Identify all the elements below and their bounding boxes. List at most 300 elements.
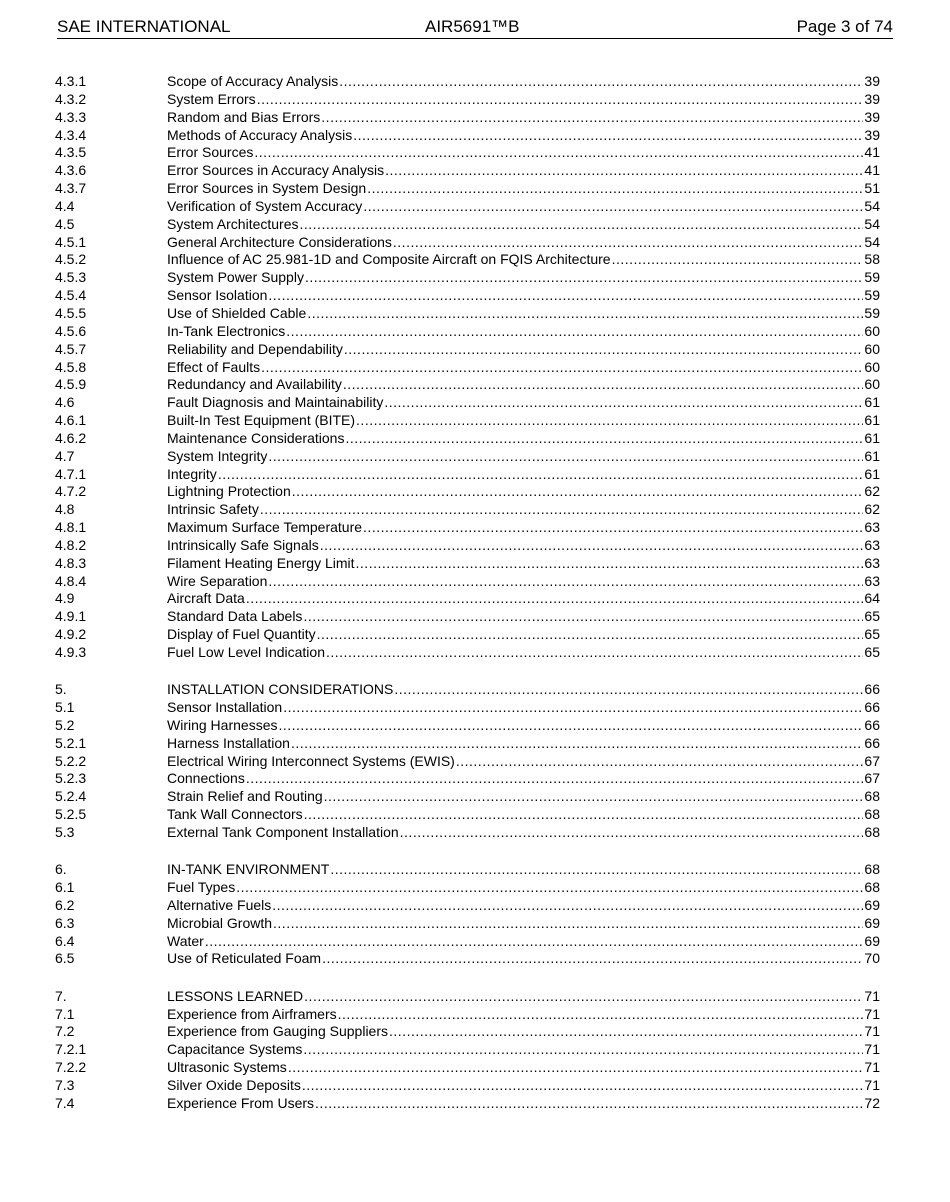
toc-page-number: 39	[864, 126, 880, 143]
toc-title: External Tank Component Installation	[167, 823, 399, 840]
toc-dot-leader	[272, 897, 863, 913]
toc-entry	[167, 483, 880, 499]
toc-dot-leader	[367, 180, 863, 196]
toc-page-number: 63	[864, 572, 880, 589]
toc-dot-leader	[246, 770, 864, 786]
toc-row[interactable]	[0, 304, 950, 322]
toc-title: IN-TANK ENVIRONMENT	[167, 861, 330, 878]
toc-row[interactable]	[0, 949, 950, 967]
toc-row[interactable]	[0, 1022, 950, 1040]
toc-number: 4.3.6	[55, 162, 87, 179]
toc-page-number: 71	[864, 1059, 880, 1076]
toc-row[interactable]	[0, 536, 950, 554]
toc-number: 4.9	[55, 590, 75, 607]
toc-title: Influence of AC 25.981-1D and Composite Aircraft on FQIS Architecture	[167, 251, 611, 268]
toc-title: Intrinsically Safe Signals	[167, 536, 319, 553]
toc-entry	[167, 537, 880, 553]
toc-page-number: 59	[864, 269, 880, 286]
toc-row[interactable]	[0, 72, 950, 90]
toc-row[interactable]	[0, 896, 950, 914]
toc-title: Methods of Accuracy Analysis	[167, 126, 353, 143]
toc-row[interactable]	[0, 197, 950, 215]
toc-entry	[167, 590, 880, 606]
toc-number: 5.2.1	[55, 734, 87, 751]
toc-entry	[167, 234, 880, 250]
toc-title: Use of Reticulated Foam	[167, 950, 322, 967]
toc-row[interactable]	[0, 411, 950, 429]
toc-title: Effect of Faults	[167, 358, 261, 375]
toc-row[interactable]	[0, 322, 950, 340]
toc-entry	[167, 988, 880, 1004]
toc-page-number: 39	[864, 108, 880, 125]
toc-number: 6.1	[55, 879, 75, 896]
toc-number: 5.1	[55, 699, 75, 716]
toc-title: Silver Oxide Deposits	[167, 1076, 301, 1093]
toc-row[interactable]	[0, 625, 950, 643]
toc-row[interactable]	[0, 393, 950, 411]
toc-row[interactable]	[0, 375, 950, 393]
toc-entry	[167, 824, 880, 840]
toc-entry	[167, 180, 880, 196]
toc-page-number: 54	[864, 233, 880, 250]
toc-row[interactable]	[0, 429, 950, 447]
page-header	[57, 17, 893, 39]
toc-entry	[167, 1041, 880, 1057]
toc-entry	[167, 644, 880, 660]
toc-number: 4.8	[55, 501, 75, 518]
toc-number: 6.	[55, 861, 67, 878]
toc-page-number: 41	[864, 162, 880, 179]
toc-entry	[167, 1023, 880, 1039]
toc-title: Capacitance Systems	[167, 1041, 303, 1058]
toc-row[interactable]	[0, 554, 950, 572]
toc-row[interactable]	[0, 932, 950, 950]
toc-dot-leader	[338, 1006, 864, 1022]
toc-dot-leader	[268, 448, 863, 464]
toc-dot-leader	[356, 555, 864, 571]
toc-entry	[167, 251, 880, 267]
toc-dot-leader	[320, 537, 864, 553]
toc-entry	[167, 269, 880, 285]
toc-number: 7.3	[55, 1076, 75, 1093]
toc-dot-leader	[456, 753, 864, 769]
toc-title: Ultrasonic Systems	[167, 1059, 287, 1076]
toc-page-number: 54	[864, 215, 880, 232]
toc-row[interactable]	[0, 286, 950, 304]
toc-number: 4.5.7	[55, 340, 87, 357]
toc-dot-leader	[343, 376, 864, 392]
toc-page-number: 69	[864, 896, 880, 913]
toc-title: Intrinsic Safety	[167, 501, 259, 518]
toc-title: Standard Data Labels	[167, 608, 303, 625]
toc-dot-leader	[268, 287, 863, 303]
toc-dot-leader	[305, 269, 863, 285]
toc-number: 4.3.5	[55, 144, 87, 161]
toc-page-number: 65	[864, 608, 880, 625]
toc-number: 4.8.1	[55, 519, 87, 536]
toc-entry	[167, 501, 880, 517]
toc-entry	[167, 573, 880, 589]
toc-title: Experience from Gauging Suppliers	[167, 1023, 389, 1040]
toc-entry	[167, 555, 880, 571]
toc-dot-leader	[321, 109, 863, 125]
toc-title: Random and Bias Errors	[167, 108, 321, 125]
toc-page-number: 63	[864, 554, 880, 571]
toc-row[interactable]	[0, 1005, 950, 1023]
toc-page-number: 60	[864, 322, 880, 339]
toc-number: 4.5.3	[55, 269, 87, 286]
toc-page-number: 51	[864, 180, 880, 197]
toc-number: 4.5	[55, 215, 75, 232]
toc-row[interactable]	[0, 643, 950, 661]
toc-entry	[167, 950, 880, 966]
toc-page-number: 68	[864, 788, 880, 805]
toc-number: 4.8.3	[55, 554, 87, 571]
toc-row[interactable]	[0, 90, 950, 108]
toc-entry	[167, 1077, 880, 1093]
toc-row[interactable]	[0, 698, 950, 716]
toc-row[interactable]	[0, 1076, 950, 1094]
toc-title: Fuel Low Level Indication	[167, 644, 325, 660]
toc-page-number: 66	[864, 681, 880, 698]
toc-entry	[167, 394, 880, 410]
toc-number: 4.7.2	[55, 483, 87, 500]
toc-number: 4.3.7	[55, 180, 87, 197]
toc-number: 4.9.2	[55, 626, 87, 643]
toc-dot-leader	[291, 735, 863, 751]
toc-title: Sensor Installation	[167, 699, 283, 716]
toc-entry	[167, 681, 880, 697]
toc-title: Maximum Surface Temperature	[167, 519, 363, 536]
toc-number: 5.3	[55, 823, 75, 840]
toc-dot-leader	[389, 1023, 863, 1039]
toc-number: 4.4	[55, 197, 75, 214]
toc-title: Strain Relief and Routing	[167, 788, 323, 805]
toc-dot-leader	[400, 824, 864, 840]
toc-title: Experience from Airframers	[167, 1005, 337, 1022]
toc-row[interactable]	[0, 878, 950, 896]
toc-number: 4.5.8	[55, 358, 87, 375]
toc-dot-leader	[303, 1041, 863, 1057]
toc-number: 4.6	[55, 394, 75, 411]
toc-page-number: 62	[864, 483, 880, 500]
toc-page-number: 68	[864, 806, 880, 823]
toc-dot-leader	[345, 430, 863, 446]
toc-title: Aircraft Data	[167, 590, 245, 607]
toc-row[interactable]	[0, 268, 950, 286]
toc-entry	[167, 216, 880, 232]
toc-title: INSTALLATION CONSIDERATIONS	[167, 681, 394, 698]
toc-number: 7.1	[55, 1005, 75, 1022]
toc-dot-leader	[393, 234, 864, 250]
toc-row[interactable]	[0, 716, 950, 734]
toc-page-number: 64	[864, 590, 880, 607]
toc-row[interactable]	[0, 734, 950, 752]
toc-number: 4.3.3	[55, 108, 87, 125]
toc-title: Scope of Accuracy Analysis	[167, 73, 339, 89]
toc-number: 6.3	[55, 914, 75, 931]
toc-page-number: 59	[864, 304, 880, 321]
toc-page-number: 41	[864, 144, 880, 161]
toc-row[interactable]	[0, 161, 950, 179]
toc-entry	[167, 412, 880, 428]
toc-title: Redundancy and Availability	[167, 376, 342, 393]
toc-number: 4.5.5	[55, 304, 87, 321]
toc-title: Harness Installation	[167, 734, 290, 751]
toc-page-number: 68	[864, 879, 880, 896]
toc-page-number: 39	[864, 73, 880, 89]
toc-entry	[167, 608, 880, 624]
toc-number: 7.2.2	[55, 1059, 87, 1076]
toc-entry	[167, 1095, 880, 1111]
toc-dot-leader	[283, 699, 863, 715]
toc-number: 6.5	[55, 950, 75, 967]
toc-page-number: 66	[864, 716, 880, 733]
toc-dot-leader	[356, 412, 863, 428]
toc-page-number: 63	[864, 519, 880, 536]
toc-dot-leader	[353, 127, 863, 143]
header-org: SAE INTERNATIONAL	[57, 17, 231, 36]
toc-entry	[167, 162, 880, 178]
toc-title: Verification of System Accuracy	[167, 197, 363, 214]
toc-dot-leader	[322, 950, 863, 966]
toc-title: Error Sources in System Design	[167, 180, 367, 197]
toc-row[interactable]	[0, 143, 950, 161]
toc-title: Filament Heating Energy Limit	[167, 554, 355, 571]
toc-title: Reliability and Dependability	[167, 340, 343, 357]
toc-row[interactable]	[0, 126, 950, 144]
toc-title: Sensor Isolation	[167, 287, 268, 304]
toc-row[interactable]	[0, 215, 950, 233]
toc-row[interactable]	[0, 500, 950, 518]
toc-row[interactable]	[0, 518, 950, 536]
toc-dot-leader	[302, 1077, 864, 1093]
toc-page-number: 61	[864, 429, 880, 446]
toc-page-number: 54	[864, 197, 880, 214]
toc-entry	[167, 430, 880, 446]
toc-number: 4.8.4	[55, 572, 87, 589]
toc-row[interactable]	[0, 1040, 950, 1058]
toc-title: Tank Wall Connectors	[167, 806, 303, 823]
toc-row[interactable]	[0, 340, 950, 358]
toc-row[interactable]	[0, 1094, 950, 1112]
toc-number: 5.2.3	[55, 770, 87, 787]
toc-entry	[167, 770, 880, 786]
toc-entry	[167, 915, 880, 931]
toc-number: 7.2	[55, 1023, 75, 1040]
toc-dot-leader	[236, 879, 863, 895]
toc-dot-leader	[273, 915, 863, 931]
toc-title: Display of Fuel Quantity	[167, 626, 316, 643]
toc-number: 5.2.4	[55, 788, 87, 805]
toc-entry	[167, 323, 880, 339]
toc-page-number: 66	[864, 699, 880, 716]
toc-entry	[167, 861, 880, 877]
toc-dot-leader	[260, 501, 864, 517]
toc-row[interactable]	[0, 607, 950, 625]
toc-row[interactable]	[0, 358, 950, 376]
toc-page-number: 68	[864, 823, 880, 840]
header-doc-id: AIR5691™B	[425, 17, 520, 36]
header-page-number: Page 3 of 74	[796, 17, 893, 36]
toc-dot-leader	[307, 305, 863, 321]
toc-dot-leader	[385, 162, 863, 178]
toc-row[interactable]	[0, 447, 950, 465]
toc-number: 4.9.3	[55, 644, 87, 660]
toc-entry	[167, 879, 880, 895]
toc-title: Error Sources in Accuracy Analysis	[167, 162, 385, 179]
toc-entry	[167, 109, 880, 125]
toc-title: System Architectures	[167, 215, 299, 232]
toc-number: 4.3.1	[55, 73, 87, 89]
toc-row[interactable]	[0, 823, 950, 841]
toc-dot-leader	[394, 681, 863, 697]
toc-dot-leader	[288, 1059, 864, 1075]
toc-page-number: 67	[864, 752, 880, 769]
toc-row[interactable]	[0, 179, 950, 197]
toc-row[interactable]	[0, 787, 950, 805]
toc-title: Maintenance Considerations	[167, 429, 345, 446]
toc-entry	[167, 376, 880, 392]
toc-dot-leader	[300, 216, 864, 232]
toc-number: 4.5.9	[55, 376, 87, 393]
toc-entry	[167, 127, 880, 143]
toc-row[interactable]	[0, 482, 950, 500]
toc-number: 6.4	[55, 932, 75, 949]
toc-row[interactable]	[0, 589, 950, 607]
toc-title: Connections	[167, 770, 245, 787]
toc-page-number: 66	[864, 734, 880, 751]
table-of-contents	[0, 72, 950, 1112]
toc-row[interactable]	[0, 769, 950, 787]
toc-number: 4.8.2	[55, 536, 87, 553]
toc-entry	[167, 198, 880, 214]
toc-number: 4.9.1	[55, 608, 87, 625]
toc-dot-leader	[257, 91, 864, 107]
toc-entry	[167, 753, 880, 769]
toc-title: System Errors	[167, 90, 256, 107]
toc-page-number: 59	[864, 287, 880, 304]
toc-page-number: 61	[864, 412, 880, 429]
toc-entry	[167, 448, 880, 464]
toc-page-number: 71	[864, 1023, 880, 1040]
toc-row[interactable]	[0, 752, 950, 770]
toc-row[interactable]	[0, 914, 950, 932]
toc-title: Fault Diagnosis and Maintainability	[167, 394, 384, 411]
toc-page-number: 71	[864, 1005, 880, 1022]
toc-dot-leader	[315, 1095, 863, 1111]
toc-entry	[167, 466, 880, 482]
toc-row[interactable]	[0, 805, 950, 823]
toc-entry	[167, 359, 880, 375]
toc-dot-leader	[304, 806, 864, 822]
toc-title: Use of Shielded Cable	[167, 304, 307, 321]
toc-dot-leader	[326, 644, 863, 660]
toc-entry	[167, 626, 880, 642]
toc-number: 5.2	[55, 716, 75, 733]
toc-dot-leader	[268, 573, 863, 589]
toc-row[interactable]	[0, 465, 950, 483]
toc-title: Alternative Fuels	[167, 896, 272, 913]
toc-number: 5.2.5	[55, 806, 87, 823]
toc-page-number: 67	[864, 770, 880, 787]
toc-number: 7.4	[55, 1094, 75, 1111]
toc-title: LESSONS LEARNED	[167, 987, 304, 1004]
toc-entry	[167, 287, 880, 303]
toc-title: Water	[167, 932, 204, 949]
toc-row[interactable]	[0, 233, 950, 251]
toc-number: 7.	[55, 987, 67, 1004]
toc-section-row[interactable]	[0, 860, 950, 878]
toc-page-number: 65	[864, 626, 880, 643]
toc-title: Built-In Test Equipment (BITE)	[167, 412, 356, 429]
toc-entry	[167, 788, 880, 804]
toc-number: 4.7.1	[55, 465, 87, 482]
toc-number: 4.7	[55, 447, 75, 464]
toc-page-number: 39	[864, 90, 880, 107]
toc-entry	[167, 897, 880, 913]
toc-page-number: 65	[864, 644, 880, 660]
toc-page-number: 72	[864, 1094, 880, 1111]
toc-entry	[167, 144, 880, 160]
toc-dot-leader	[218, 466, 864, 482]
toc-dot-leader	[339, 73, 863, 89]
toc-page-number: 60	[864, 376, 880, 393]
toc-number: 5.2.2	[55, 752, 87, 769]
toc-number: 4.3.2	[55, 90, 87, 107]
toc-page-number: 68	[864, 861, 880, 878]
toc-dot-leader	[246, 590, 864, 606]
toc-row[interactable]	[0, 572, 950, 590]
toc-number: 4.3.4	[55, 126, 87, 143]
toc-section-row[interactable]	[0, 680, 950, 698]
toc-title: System Integrity	[167, 447, 268, 464]
toc-number: 4.5.6	[55, 322, 87, 339]
toc-title: Fuel Types	[167, 879, 236, 896]
toc-dot-leader	[303, 608, 863, 624]
toc-row[interactable]	[0, 108, 950, 126]
toc-title: Experience From Users	[167, 1094, 315, 1111]
toc-page-number: 71	[864, 1076, 880, 1093]
toc-row[interactable]	[0, 1058, 950, 1076]
toc-title: System Power Supply	[167, 269, 304, 286]
toc-title: Microbial Growth	[167, 914, 273, 931]
toc-page-number: 70	[864, 950, 880, 967]
toc-number: 4.5.4	[55, 287, 87, 304]
toc-entry	[167, 806, 880, 822]
toc-number: 6.2	[55, 896, 75, 913]
toc-number: 4.6.1	[55, 412, 87, 429]
toc-number: 4.5.1	[55, 233, 87, 250]
toc-page-number: 60	[864, 358, 880, 375]
toc-row[interactable]	[0, 250, 950, 268]
toc-page-number: 61	[864, 465, 880, 482]
toc-page-number: 71	[864, 1041, 880, 1058]
toc-page-number: 61	[864, 447, 880, 464]
toc-title: Wire Separation	[167, 572, 268, 589]
toc-entry	[167, 305, 880, 321]
toc-dot-leader	[254, 144, 863, 160]
toc-page-number: 69	[864, 914, 880, 931]
toc-dot-leader	[324, 788, 864, 804]
toc-dot-leader	[363, 198, 863, 214]
toc-number: 4.5.2	[55, 251, 87, 268]
toc-section-row[interactable]	[0, 987, 950, 1005]
toc-number: 7.2.1	[55, 1041, 87, 1058]
toc-dot-leader	[384, 394, 863, 410]
toc-entry	[167, 73, 880, 89]
toc-entry	[167, 735, 880, 751]
